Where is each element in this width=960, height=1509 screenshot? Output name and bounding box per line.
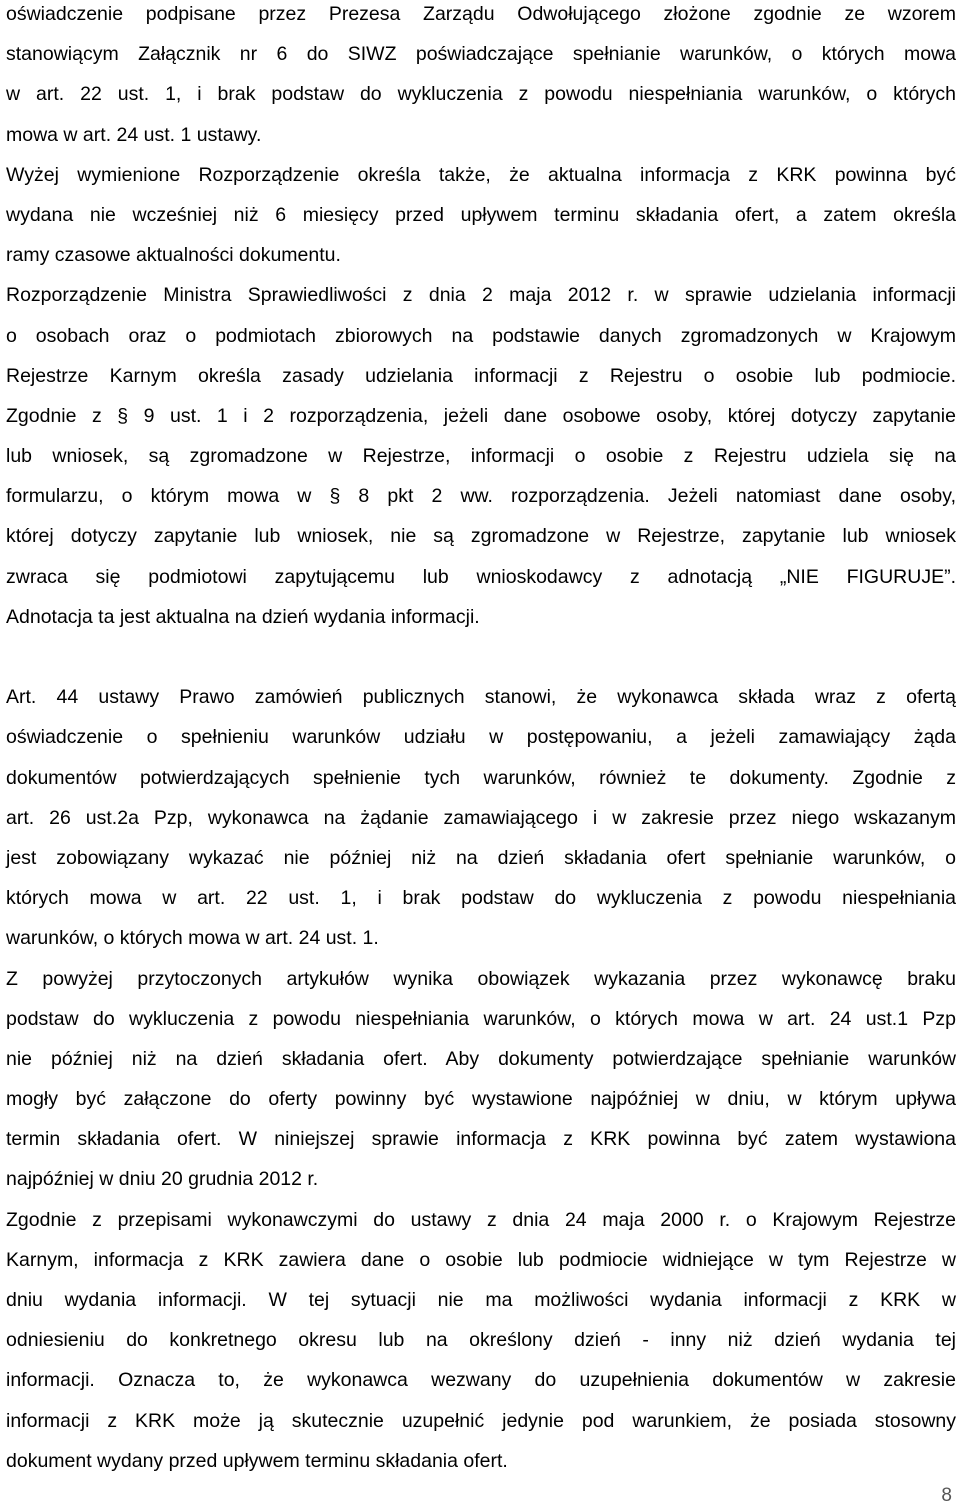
text-line: nie później niż na dzień składania ofert. Aby dokumenty potwierdzające spełnianie warunków: [6, 1047, 956, 1070]
text-line: art. 26 ust.2a Pzp, wykonawca na żądanie zamawiającego i w zakresie przez niego wskazanym: [6, 806, 956, 829]
page-number: 8: [941, 1485, 952, 1506]
text-line: dokumentów potwierdzających spełnienie tych warunków, również te dokumenty. Zgodnie z: [6, 766, 956, 789]
text-line: której dotyczy zapytanie lub wniosek, nie są zgromadzone w Rejestrze, zapytanie lub wniosek: [6, 525, 956, 548]
text-line: oświadczenie podpisane przez Prezesa Zarządu Odwołującego złożone zgodnie ze wzorem: [6, 3, 956, 25]
text-line: informacji. Oznacza to, że wykonawca wezwany do uzupełnienia dokumentów w zakresie: [6, 1369, 956, 1392]
text-line: Rozporządzenie Ministra Sprawiedliwości z dnia 2 maja 2012 r. w sprawie udzielania informacji: [6, 284, 956, 307]
text-line: Rejestrze Karnym określa zasady udzielania informacji z Rejestru o osobie lub podmiocie.: [6, 364, 956, 387]
text-line: lub wniosek, są zgromadzone w Rejestrze, informacji o osobie z Rejestru udziela się na: [6, 445, 956, 468]
text-line: Wyżej wymienione Rozporządzenie określa także, że aktualna informacja z KRK powinna być: [6, 163, 956, 186]
document-page: [6, 0, 956, 1481]
text-line: których mowa w art. 22 ust. 1, i brak podstaw do wykluczenia z powodu niespełniania: [6, 887, 956, 910]
text-line: jest zobowiązany wykazać nie później niż na dzień składania ofert spełnianie warunków, o: [6, 846, 956, 869]
paragraph-gap: [6, 637, 956, 677]
text-line: wydana nie wcześniej niż 6 miesięcy przed upływem terminu składania ofert, a zatem określa: [6, 203, 956, 226]
text-line: stanowiącym Załącznik nr 6 do SIWZ poświadczające spełnianie warunków, o których mowa: [6, 43, 956, 66]
text-line: termin składania ofert. W niniejszej sprawie informacja z KRK powinna być zatem wystawiona: [6, 1128, 956, 1151]
text-line: Art. 44 ustawy Prawo zamówień publicznych stanowi, że wykonawca składa wraz z ofertą: [6, 686, 956, 709]
text-line: formularzu, o którym mowa w § 8 pkt 2 ww. rozporządzenia. Jeżeli natomiast dane osoby,: [6, 485, 956, 508]
text-line: ramy czasowe aktualności dokumentu.: [6, 244, 341, 267]
text-line: w art. 22 ust. 1, i brak podstaw do wykluczenia z powodu niespełniania warunków, o których: [6, 83, 956, 106]
text-line: odniesieniu do konkretnego okresu lub na określony dzień - inny niż dzień wydania tej: [6, 1329, 956, 1352]
text-line: informacji z KRK może ją skutecznie uzupełnić jedynie pod warunkiem, że posiada stosowny: [6, 1409, 956, 1432]
text-line: najpóźniej w dniu 20 grudnia 2012 r.: [6, 1168, 319, 1191]
text-line: zwraca się podmiotowi zapytującemu lub wnioskodawcy z adnotacją „NIE FIGURUJE”.: [6, 565, 956, 588]
text-line: Karnym, informacja z KRK zawiera dane o osobie lub podmiocie widniejące w tym Rejestrze w: [6, 1248, 956, 1271]
text-line: Zgodnie z § 9 ust. 1 i 2 rozporządzenia, jeżeli dane osobowe osoby, której dotyczy zapytanie: [6, 404, 956, 427]
text-line: dniu wydania informacji. W tej sytuacji nie ma możliwości wydania informacji z KRK w: [6, 1289, 956, 1311]
text-line: Z powyżej przytoczonych artykułów wynika obowiązek wykazania przez wykonawcę braku: [6, 967, 956, 990]
text-line: oświadczenie o spełnieniu warunków udziału w postępowaniu, a jeżeli zamawiający żąda: [6, 726, 956, 749]
text-line: podstaw do wykluczenia z powodu niespełniania warunków, o których mowa w art. 24 ust.1 Pzp: [6, 1007, 956, 1030]
text-line: Zgodnie z przepisami wykonawczymi do ustawy z dnia 24 maja 2000 r. o Krajowym Rejestrze: [6, 1208, 956, 1231]
text-line: Adnotacja ta jest aktualna na dzień wydania informacji.: [6, 605, 480, 628]
text-line: o osobach oraz o podmiotach zbiorowych na podstawie danych zgromadzonych w Krajowym: [6, 324, 956, 347]
text-line: dokument wydany przed upływem terminu składania ofert.: [6, 1449, 508, 1472]
text-line: mowa w art. 24 ust. 1 ustawy.: [6, 123, 262, 146]
text-line: warunków, o których mowa w art. 24 ust. 1.: [6, 927, 379, 950]
text-line: mogły być załączone do oferty powinny być wystawione najpóźniej w dniu, w którym upływa: [6, 1088, 956, 1111]
